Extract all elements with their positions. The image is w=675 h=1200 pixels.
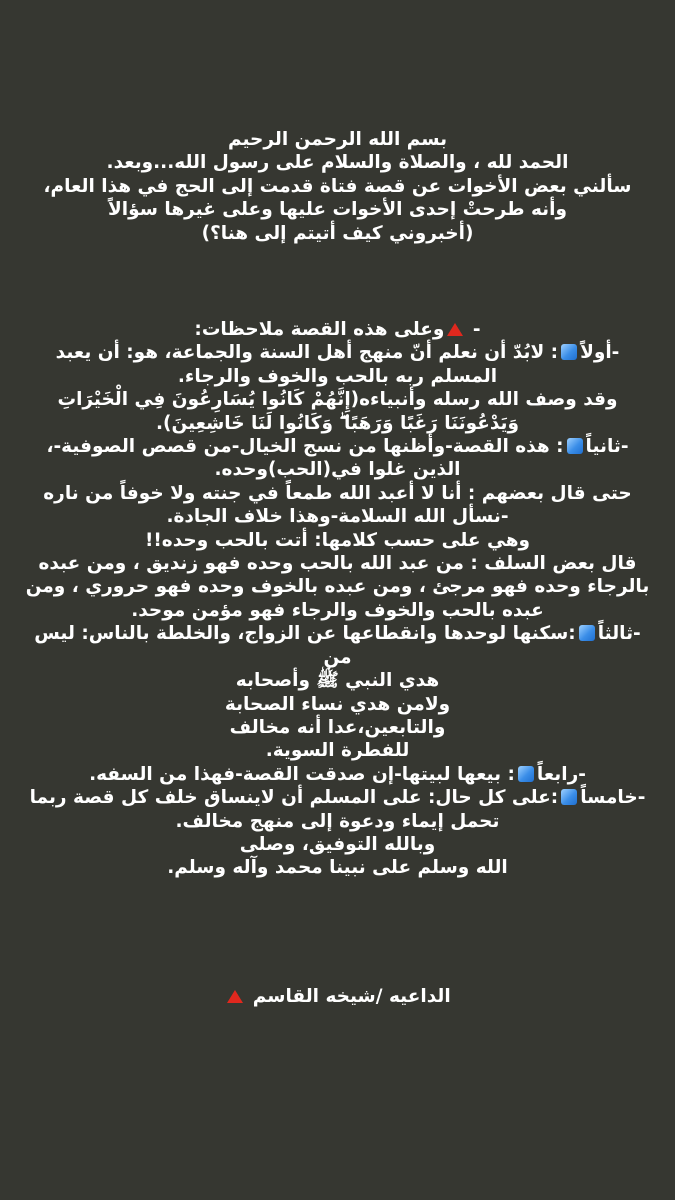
fifth-note-line-2: تحمل إيماء ودعوة إلى منهج مخالف. [175,810,500,832]
closing-line-2: الله وسلم على نبينا محمد وآله وسلم. [167,857,508,879]
third-note-line-6: للفطرة السوية. [265,740,410,762]
first-note-text: : لابُدّ أن نعلم أنّ منهج أهل السنة والجماعة، هو: أن يعبد [55,342,559,364]
fifth-note-label: -خامساً [580,787,646,809]
blue-diamond-icon [561,344,577,360]
second-note-line-5: وهي على حسب كلامها: أتت بالحب وحده!! [144,529,531,551]
notes-heading-text: وعلى هذه القصة ملاحظات: [194,319,445,340]
first-note-line-1 [8,341,667,364]
blue-diamond-icon [561,789,577,805]
red-triangle-icon [227,990,243,1003]
salaf-quote-line-1: قال بعض السلف : من عبد الله بالحب وحده فهو زنديق ، ومن عبده [38,553,637,575]
salaf-quote-line-2: بالرجاء وحده فهو مرجئ ، ومن عبده بالخوف وحده فهو حروري ، ومن [25,576,650,598]
fourth-note-label: -رابعاً [536,763,586,785]
blue-diamond-icon [567,438,583,454]
fourth-note-line-1 [8,763,667,786]
first-note-line-4: وَيَدْعُونَنَا رَغَبًا وَرَهَبًا ۖ وَكَانُوا لَنَا خَاشِعِينَ). [155,412,520,434]
third-note-text: :سكنها لوحدها وانقطاعها عن الزواج، والخلطة بالناس: ليس [34,623,576,645]
notes-heading [8,318,667,341]
second-note-line-3: حتى قال بعضهم : أنا لا أعبد الله طمعاً في جنته ولا خوفاً من ناره [43,482,632,504]
blue-diamond-icon [579,625,595,641]
second-note-line-1 [8,435,667,458]
question-line-2: وأنه طرحتْ إحدى الأخوات عليها وعلى غيرها سؤالاً [108,199,567,221]
second-note-text: : هذه القصة-وأظنها من نسج الخيال-من قصص الصوفية-، [46,436,564,458]
question-line-3: (أخبروني كيف أتيتم إلى هنا؟) [201,222,474,244]
second-note-line-4: -نسأل الله السلامة-وهذا خلاف الجادة. [166,506,509,528]
praise-line: الحمد لله ، والصلاة والسلام على رسول الله...وبعد. [106,152,569,174]
salaf-quote-line-3: عبده بالحب والخوف والرجاء فهو مؤمن موحد. [131,599,544,621]
closing-line-1: وبالله التوفيق، وصلى [239,833,436,855]
third-note-line-4: ولامن هدي نساء الصحابة [224,693,451,715]
red-triangle-icon [447,323,463,336]
blue-diamond-icon [518,766,534,782]
signature-line [8,985,667,1008]
fifth-note-line-1 [8,786,667,809]
fourth-note-text: : بيعها لبيتها-إن صدقت القصة-فهذا من السفه. [89,763,515,785]
intro-block [8,128,667,245]
first-note-label: -أولاً [580,342,620,364]
notes-heading-dash: - [472,319,481,340]
third-note-line-3: هدي النبي ﷺ وأصحابه [235,670,440,692]
second-note-line-2: الذين غلوا في(الحب)وحده. [214,459,461,481]
first-note-line-3: وقد وصف الله رسله وأنبياءه(إِنَّهُمْ كَانُوا يُسَارِعُونَ فِي الْخَيْرَاتِ [57,389,618,411]
third-note-label: -ثالثاً [597,623,641,645]
basmala: بسم الله الرحمن الرحيم [227,129,448,150]
third-note-line-2: من [323,646,352,668]
second-note-label: -ثانياً [585,436,629,458]
first-note-line-2: المسلم ربه بالحب والخوف والرجاء. [177,365,498,387]
fifth-note-text: :على كل حال: على المسلم أن لاينساق خلف كل قصة ربما [29,787,559,809]
signature-text: الداعيه /شيخه القاسم [252,986,451,1007]
question-line-1: سألني بعض الأخوات عن قصة فتاة قدمت إلى الحج في هذا العام، [43,175,632,197]
notes-block [8,318,667,880]
third-note-line-1 [8,622,667,645]
third-note-line-5: والتابعين،عدا أنه مخالف [229,716,446,738]
signature-block [8,985,667,1008]
